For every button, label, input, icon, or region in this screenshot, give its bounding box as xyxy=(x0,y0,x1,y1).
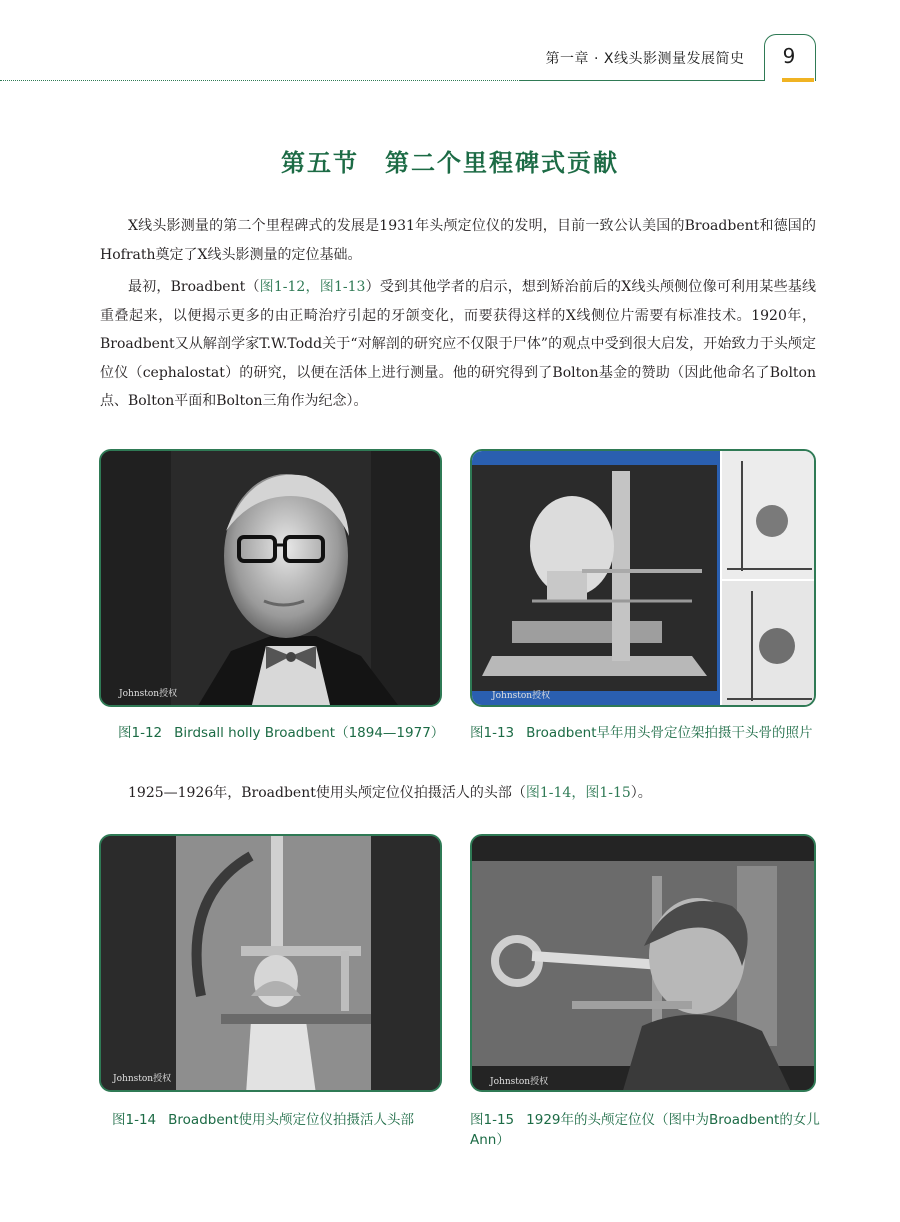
figure-reference-link[interactable]: 图1-12，图1-13 xyxy=(259,279,366,295)
figure-1-14-photo xyxy=(99,834,442,1092)
portrait-illustration xyxy=(101,451,442,707)
caption-text: Broadbent早年用头骨定位架拍摄干头骨的照片 xyxy=(526,725,813,741)
photo-credit-watermark: Johnston授权 xyxy=(492,691,551,701)
paragraph-3-text-a: 1925—1926年，Broadbent使用头颅定位仪拍摄活人的头部（ xyxy=(128,785,526,801)
photo-credit-watermark: Johnston授权 xyxy=(490,1077,549,1087)
caption-text: Birdsall holly Broadbent（1894—1977） xyxy=(174,725,445,741)
figure-1-12-caption xyxy=(118,723,444,743)
paragraph-1: X线头影测量的第二个里程碑式的发展是1931年头颅定位仪的发明，目前一致公认美国的Broadbent和德国的Hofrath奠定了X线头影测量的定位基础。 xyxy=(100,218,816,263)
figure-1-13-photo xyxy=(470,449,816,707)
figure-number: 图1-13 xyxy=(470,725,515,741)
page-number: 9 xyxy=(782,44,796,68)
header-rule xyxy=(520,80,782,81)
figure-1-15-photo xyxy=(470,834,816,1092)
child-apparatus-illustration xyxy=(101,836,442,1092)
figure-number: 图1-12 xyxy=(118,725,163,741)
header-dotted-rule xyxy=(0,80,520,81)
section-title: 第五节 第二个里程碑式贡献 xyxy=(281,149,619,177)
girl-apparatus-illustration xyxy=(472,836,816,1092)
figure-number: 图1-14 xyxy=(112,1112,157,1128)
caption-text: Broadbent使用头颅定位仪拍摄活人头部 xyxy=(168,1112,414,1128)
photo-credit-watermark: Johnston授权 xyxy=(119,689,178,699)
page-number-accent-bar xyxy=(782,78,814,82)
figure-1-12-photo xyxy=(99,449,442,707)
paragraph-3 xyxy=(100,779,816,808)
paragraph-3-text-b: ）。 xyxy=(630,785,652,801)
running-header-chapter: 第一章 · X线头影测量发展简史 xyxy=(545,51,745,67)
caption-text: 1929年的头颅定位仪（图中为Broadbent的女儿Ann） xyxy=(470,1112,820,1148)
photo-credit-watermark: Johnston授权 xyxy=(113,1074,172,1084)
paragraph-2 xyxy=(100,273,816,416)
figure-1-13-caption xyxy=(470,723,820,743)
skull-apparatus-illustration xyxy=(472,451,816,707)
figure-reference-link[interactable]: 图1-14，图1-15 xyxy=(525,785,631,801)
figure-1-15-caption xyxy=(470,1110,820,1150)
paragraph-2-text-b: ）受到其他学者的启示，想到矫治前后的X线头颅侧位像可利用某些基线重叠起来，以便揭示更多的由正畸治疗引起的牙颌变化，而要获得这样的X线侧位片需要有标准技术。1920年，Broadbent又从解剖学家T.W.Todd关于“对解剖的研究应不仅限于尸体”的观点中受到很大启发，开始致力于头颅定位仪（cephalostat）的研究，以便在活体上进行测量。他的研究得到了Bolton基金的赞助（因此他命名了Bolton点、Bolton平面和Bolton三角作为纪念）。 xyxy=(100,279,817,409)
paragraph-2-text-a: 最初，Broadbent（ xyxy=(128,279,260,295)
figure-number: 图1-15 xyxy=(470,1112,515,1128)
figure-1-14-caption xyxy=(112,1110,414,1130)
